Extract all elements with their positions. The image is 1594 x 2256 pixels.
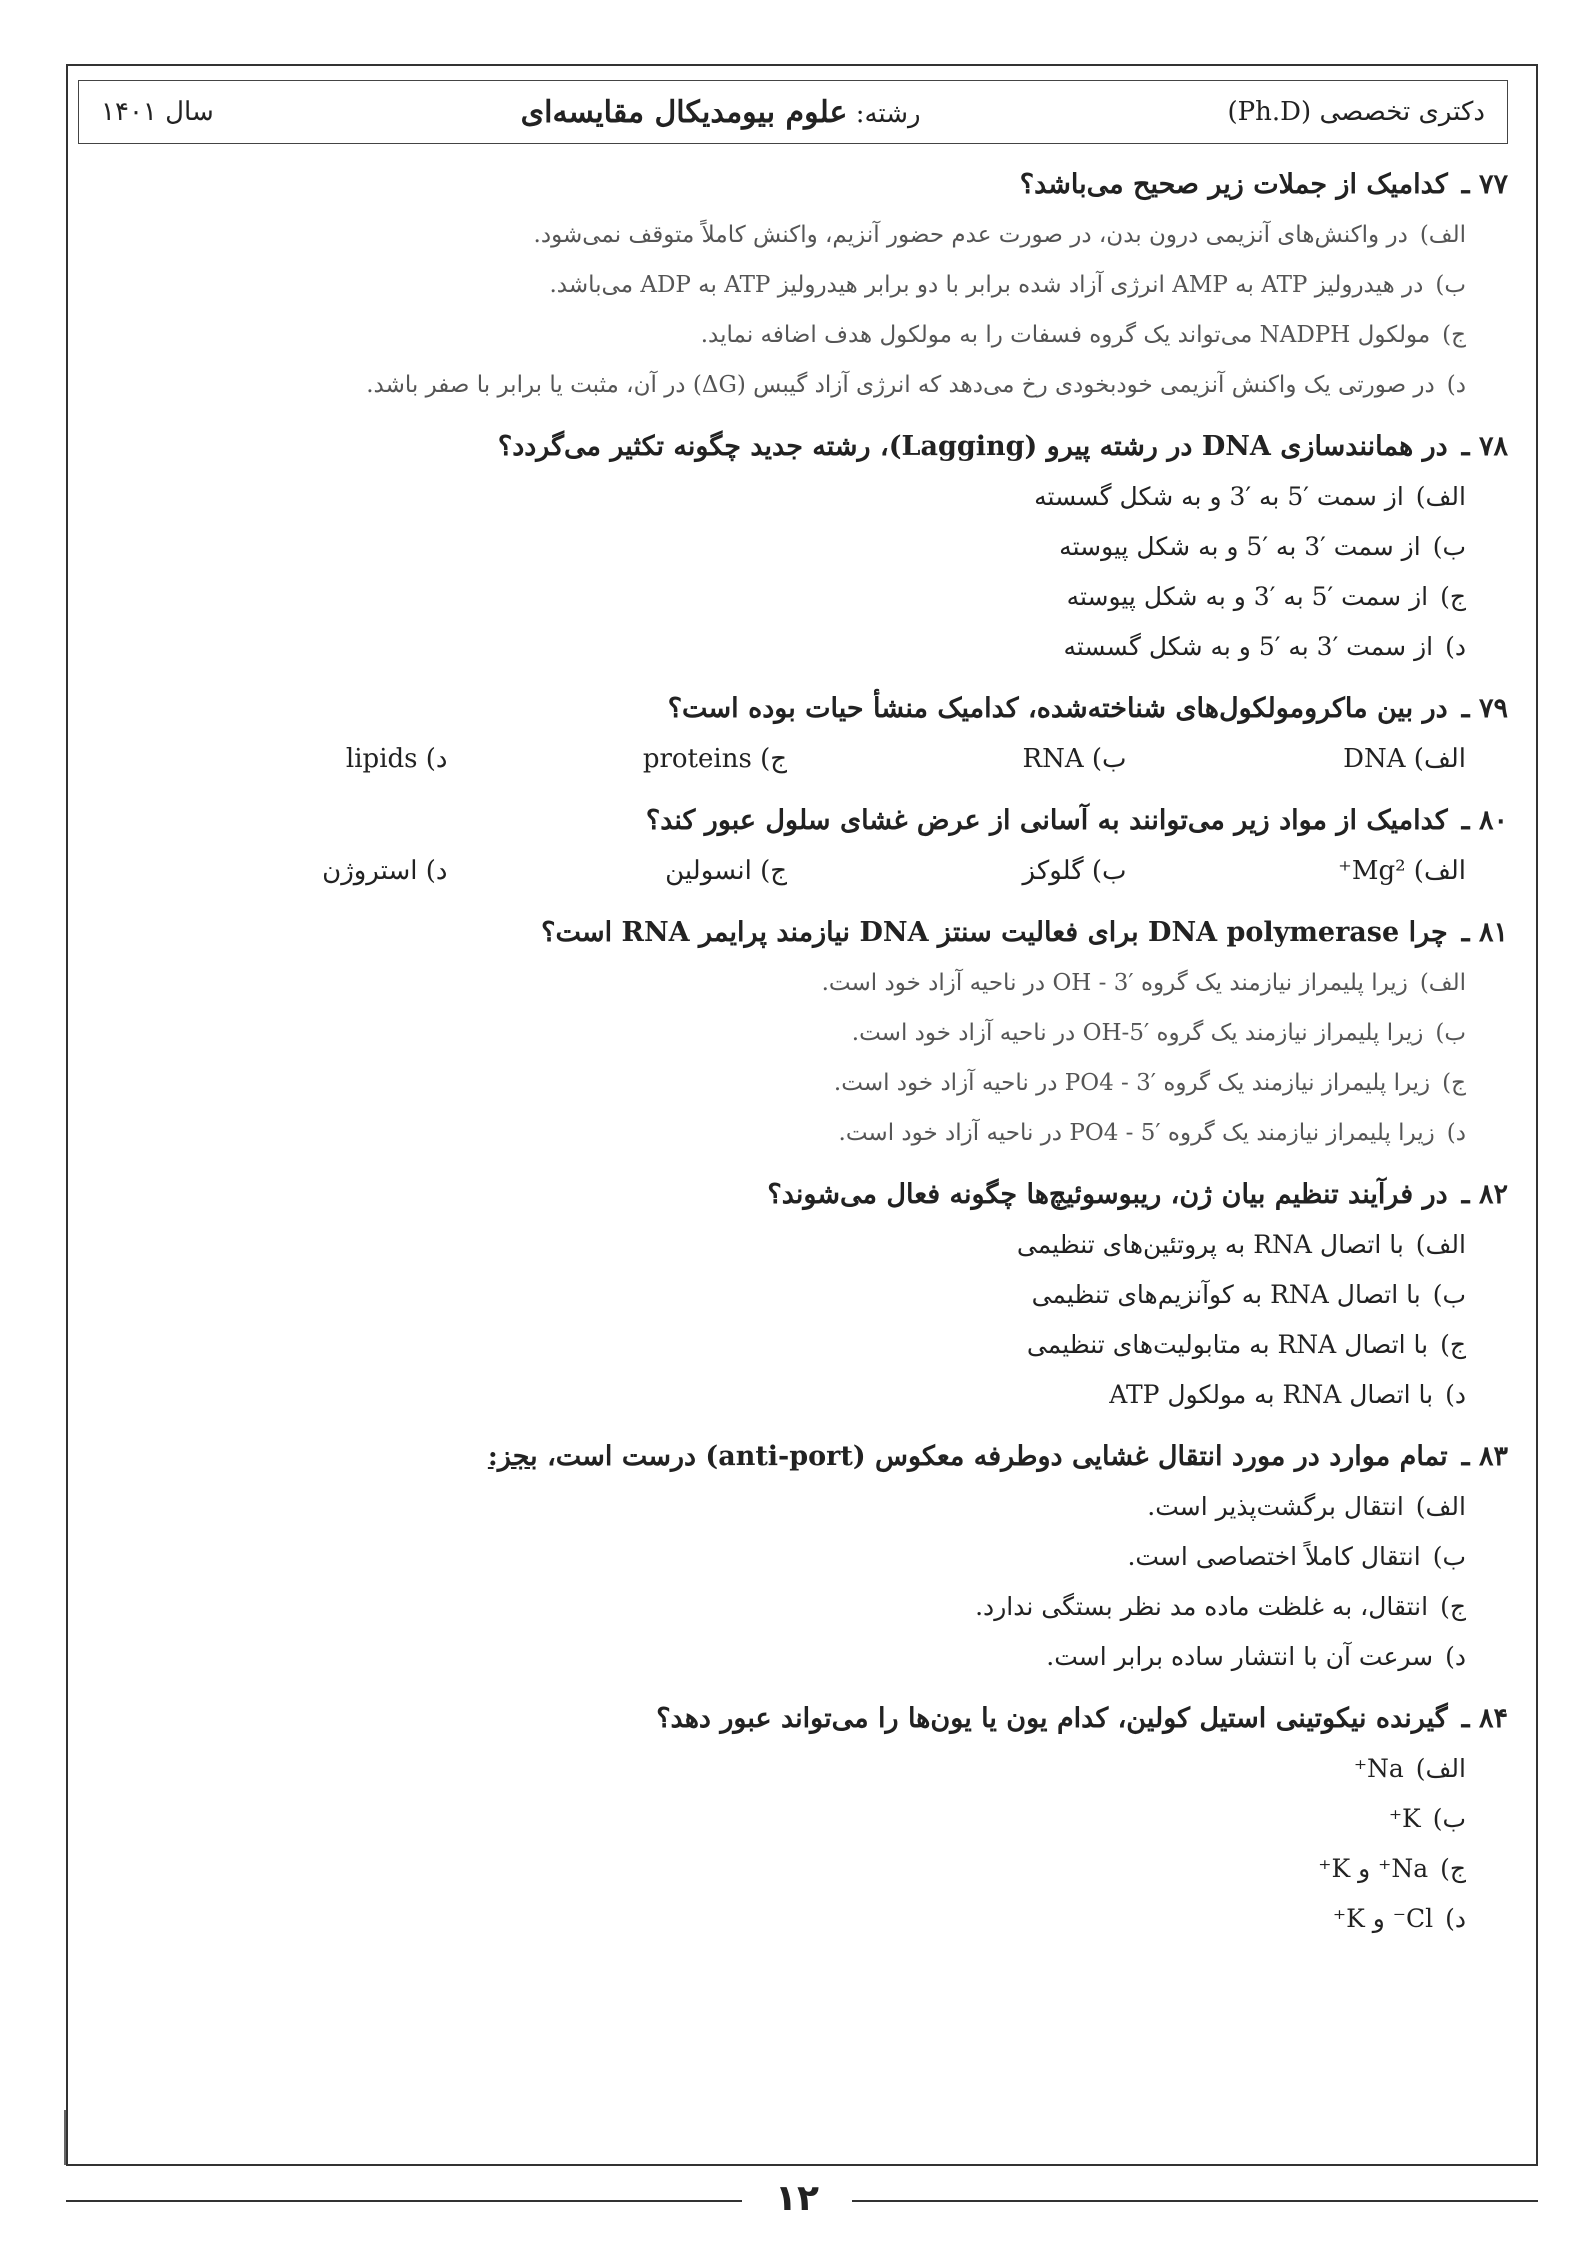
option-text: K⁺ [1388, 1804, 1421, 1833]
option-a [108, 472, 1508, 522]
option-c [448, 734, 788, 784]
option-a [108, 1220, 1508, 1270]
exam-level: دکتری تخصصی (Ph.D) [1227, 97, 1485, 127]
option-c [448, 846, 788, 896]
question-text: در بین ماکرومولکول‌های شناخته‌شده، کدامیک منشأ حیات بوده است؟ [667, 693, 1448, 724]
exam-field-prefix: رشته: [855, 98, 921, 129]
option-label: ب) [1432, 532, 1466, 561]
question-title [108, 684, 1508, 734]
footer-rule-right [852, 2200, 1538, 2202]
question-number: ۸۴ ـ [1461, 1703, 1508, 1734]
option-a [108, 1482, 1508, 1532]
question-text: تمام موارد در مورد انتقال غشایی دوطرفه معکوس (anti-port) درست است، [547, 1441, 1448, 1472]
option-label: ج) [1440, 1330, 1466, 1359]
question-text: در همانندسازی DNA در رشته پیرو (Lagging)، رشته جدید چگونه تکثیر می‌گردد؟ [497, 431, 1448, 462]
option-b [108, 260, 1508, 310]
option-c [108, 572, 1508, 622]
option-c [108, 1582, 1508, 1632]
options-row [108, 846, 1508, 896]
question-number: ۷۷ ـ [1461, 169, 1508, 200]
question-number: ۷۸ ـ [1461, 431, 1508, 462]
option-label: ج) [1440, 1854, 1466, 1883]
option-text: Cl⁻ و K⁺ [1332, 1904, 1434, 1933]
option-text: از سمت ′5 به ′3 و به شکل پیوسته [1066, 582, 1429, 611]
option-c [108, 310, 1508, 360]
option-text: در واکنش‌های آنزیمی درون بدن، در صورت عدم حضور آنزیم، واکنش کاملاً متوقف نمی‌شود. [533, 222, 1408, 248]
question-number: ۸۰ ـ [1461, 805, 1508, 836]
option-label: الف) [1413, 744, 1466, 774]
question-77 [108, 160, 1508, 410]
option-label: ب) [1435, 1020, 1466, 1046]
options-row [108, 734, 1508, 784]
question-text: در فرآیند تنظیم بیان ژن، ریبوسوئیچ‌ها چگونه فعال می‌شوند؟ [767, 1179, 1448, 1210]
option-text: زیرا پلیمراز نیازمند یک گروه ′3 - OH در ناحیه آزاد خود است. [821, 970, 1408, 996]
option-label: ب) [1091, 744, 1127, 774]
option-text: استروژن [322, 856, 418, 886]
option-label: ج) [1440, 1592, 1466, 1621]
question-title [108, 1170, 1508, 1220]
option-label: ج) [1442, 322, 1466, 348]
question-82 [108, 1170, 1508, 1420]
option-d [108, 1894, 1508, 1944]
option-text: سرعت آن با انتشار ساده برابر است. [1046, 1642, 1434, 1671]
option-d [108, 360, 1508, 410]
option-label: د) [1445, 1642, 1466, 1671]
option-d [108, 1370, 1508, 1420]
option-b [108, 1008, 1508, 1058]
question-number: ۸۲ ـ [1461, 1179, 1508, 1210]
option-text: lipids [345, 744, 418, 774]
option-d [108, 734, 448, 784]
option-label: د) [1446, 372, 1466, 398]
question-title [108, 160, 1508, 210]
option-label: الف) [1415, 482, 1466, 511]
question-81 [108, 908, 1508, 1158]
exam-field-title: علوم بیومدیکال مقایسه‌ای [520, 94, 848, 130]
option-label: ج) [1442, 1070, 1466, 1096]
option-label: د) [1446, 1120, 1466, 1146]
option-a [108, 1744, 1508, 1794]
option-a [108, 958, 1508, 1008]
page-edge-mark [64, 2110, 66, 2165]
option-text: proteins [642, 744, 752, 774]
option-text: انسولین [665, 856, 752, 886]
option-label: ب) [1432, 1280, 1466, 1309]
option-c [108, 1844, 1508, 1894]
question-number: ۸۳ ـ [1461, 1441, 1508, 1472]
option-b [108, 522, 1508, 572]
option-label: الف) [1415, 1492, 1466, 1521]
question-84 [108, 1694, 1508, 1944]
question-83 [108, 1432, 1508, 1682]
question-text: چرا DNA polymerase برای فعالیت سنتز DNA نیازمند پرایمر RNA است؟ [541, 917, 1448, 948]
question-text: گیرنده نیکوتینی استیل کولین، کدام یون یا یون‌ها را می‌تواند عبور دهد؟ [656, 1703, 1448, 1734]
option-b [787, 734, 1127, 784]
question-title [108, 796, 1508, 846]
option-label: ب) [1435, 272, 1466, 298]
option-text: با اتصال RNA به مولکول ATP [1109, 1380, 1434, 1409]
exam-field [521, 95, 921, 130]
option-label: الف) [1415, 1230, 1466, 1259]
option-text: گلوکز [1022, 856, 1084, 886]
option-text: مولکول NADPH می‌تواند یک گروه فسفات را به مولکول هدف اضافه نماید. [700, 322, 1431, 348]
option-label: الف) [1413, 856, 1466, 886]
question-title [108, 1432, 1508, 1482]
option-text: با اتصال RNA به کوآنزیم‌های تنظیمی [1031, 1280, 1421, 1309]
option-a [108, 210, 1508, 260]
option-text: از سمت ′3 به ′5 و به شکل گسسته [1063, 632, 1434, 661]
page-number: ۱۲ [775, 2178, 819, 2219]
option-label: ج) [760, 856, 787, 886]
option-d [108, 1108, 1508, 1158]
option-text: انتقال کاملاً اختصاصی است. [1127, 1542, 1421, 1571]
exam-header [78, 80, 1508, 144]
option-c [108, 1058, 1508, 1108]
question-except-keyword: بجز: [487, 1441, 538, 1472]
option-label: د) [1445, 1904, 1466, 1933]
option-label: ج) [1440, 582, 1466, 611]
question-80 [108, 796, 1508, 896]
option-d [108, 1632, 1508, 1682]
question-78 [108, 422, 1508, 672]
question-number: ۷۹ ـ [1461, 693, 1508, 724]
option-text: زیرا پلیمراز نیازمند یک گروه ′3 - PO4 در ناحیه آزاد خود است. [833, 1070, 1431, 1096]
option-b [108, 1270, 1508, 1320]
option-label: ب) [1432, 1542, 1466, 1571]
option-a [1127, 846, 1467, 896]
option-text: در هیدرولیز ATP به AMP انرژی آزاد شده برابر با دو برابر هیدرولیز ATP به ADP می‌باشد. [549, 272, 1424, 298]
option-text: با اتصال RNA به پروتئین‌های تنظیمی [1016, 1230, 1404, 1259]
option-text: از سمت ′5 به ′3 و به شکل گسسته [1034, 482, 1404, 511]
option-label: الف) [1419, 970, 1466, 996]
exam-year: سال ۱۴۰۱ [101, 97, 214, 127]
option-label: د) [1445, 1380, 1466, 1409]
option-d [108, 622, 1508, 672]
option-label: د) [1445, 632, 1466, 661]
option-c [108, 1320, 1508, 1370]
option-text: زیرا پلیمراز نیازمند یک گروه ′5 - PO4 در ناحیه آزاد خود است. [838, 1120, 1435, 1146]
question-number: ۸۱ ـ [1461, 917, 1508, 948]
option-text: با اتصال RNA به متابولیت‌های تنظیمی [1026, 1330, 1429, 1359]
option-a [1127, 734, 1467, 784]
option-label: الف) [1415, 1754, 1466, 1783]
question-text: کدامیک از مواد زیر می‌توانند به آسانی از عرض غشای سلول عبور کند؟ [645, 805, 1448, 836]
option-text: RNA [1022, 744, 1084, 774]
option-text: Na⁺ [1353, 1754, 1404, 1783]
option-label: د) [425, 744, 448, 774]
option-label: ب) [1091, 856, 1127, 886]
option-text: زیرا پلیمراز نیازمند یک گروه ′5-OH در ناحیه آزاد خود است. [851, 1020, 1424, 1046]
option-text: انتقال برگشت‌پذیر است. [1147, 1492, 1404, 1521]
option-label: الف) [1419, 222, 1466, 248]
option-label: ج) [760, 744, 787, 774]
question-text: کدامیک از جملات زیر صحیح می‌باشد؟ [1019, 169, 1448, 200]
option-d [108, 846, 448, 896]
option-label: د) [425, 856, 448, 886]
option-b [787, 846, 1127, 896]
option-b [108, 1532, 1508, 1582]
option-text: Na⁺ و K⁺ [1318, 1854, 1429, 1883]
question-title [108, 422, 1508, 472]
questions-area [108, 160, 1508, 1956]
option-text: Mg²⁺ [1338, 856, 1406, 886]
option-text: در صورتی یک واکنش آنزیمی خودبخودی رخ می‌دهد که انرژی آزاد گیبس (ΔG) در آن، مثبت یا برابر با صفر باشد. [366, 372, 1435, 398]
question-79 [108, 684, 1508, 784]
option-text: DNA [1343, 744, 1406, 774]
option-text: انتقال، به غلظت ماده مد نظر بستگی ندارد. [975, 1592, 1429, 1621]
option-text: از سمت ′3 به ′5 و به شکل پیوسته [1059, 532, 1421, 561]
question-title [108, 1694, 1508, 1744]
question-title [108, 908, 1508, 958]
option-b [108, 1794, 1508, 1844]
option-label: ب) [1432, 1804, 1466, 1833]
footer-rule-left [66, 2200, 742, 2202]
